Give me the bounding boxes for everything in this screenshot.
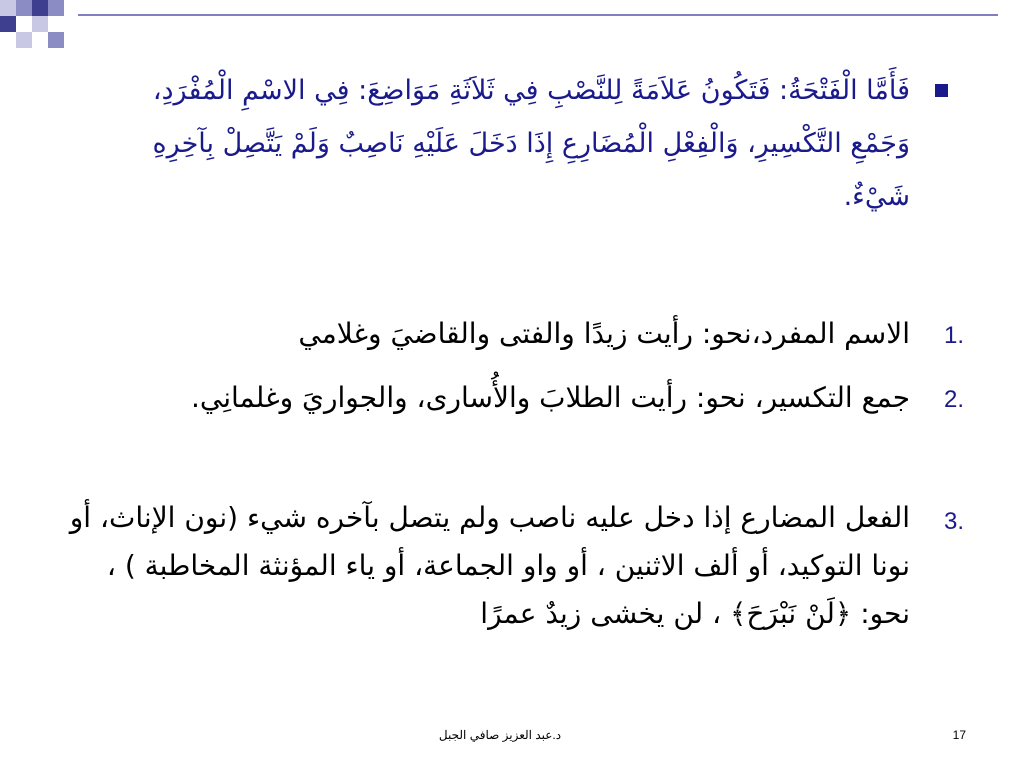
item-number-2: 2. bbox=[943, 386, 964, 413]
item-number-3: 3. bbox=[943, 508, 964, 535]
list-item-3: الفعل المضارع إذا دخل عليه ناصب ولم يتصل بآخره شيء (نون الإناث، أو نونا التوكيد، أو ألف الاثنين ، أو واو الجماعة، أو ياء المؤنثة المخاطبة ) ، نحو: ﴿لَنْ نَبْرَحَ﴾ ، لن يخشى زيدٌ عمرًا bbox=[69, 501, 910, 630]
footer-author: د.عبد العزيز صافي الجبل bbox=[438, 728, 562, 742]
item-number-1: 1. bbox=[943, 322, 964, 349]
intro-paragraph: فَأَمَّا الْفَتْحَةُ: فَتَكُونُ عَلاَمَةً لِلنَّصْبِ فِي ثَلاَثَةِ مَوَاضِعَ: فِي الاسْمِ الْمُفْرَدِ، وَجَمْعِ التَّكْسِيرِ، وَالْفِعْلِ الْمُضَارِعِ إِذَا دَخَلَ عَلَيْهِ نَاصِبٌ وَلَمْ يَتَّصِلْ بِآخِرِهِ شَيْءٌ. bbox=[152, 75, 910, 212]
corner-decoration bbox=[0, 0, 90, 50]
list-item-1: الاسم المفرد،نحو: رأيت زيدًا والفتى والقاضيَ وغلامي bbox=[298, 317, 910, 350]
list-item-2: جمع التكسير، نحو: رأيت الطلابَ والأُسارى، والجواريَ وغلمانِي. bbox=[190, 381, 910, 414]
page-number: 17 bbox=[952, 728, 966, 742]
header-rule bbox=[78, 14, 998, 16]
square-bullet-icon bbox=[935, 84, 948, 97]
